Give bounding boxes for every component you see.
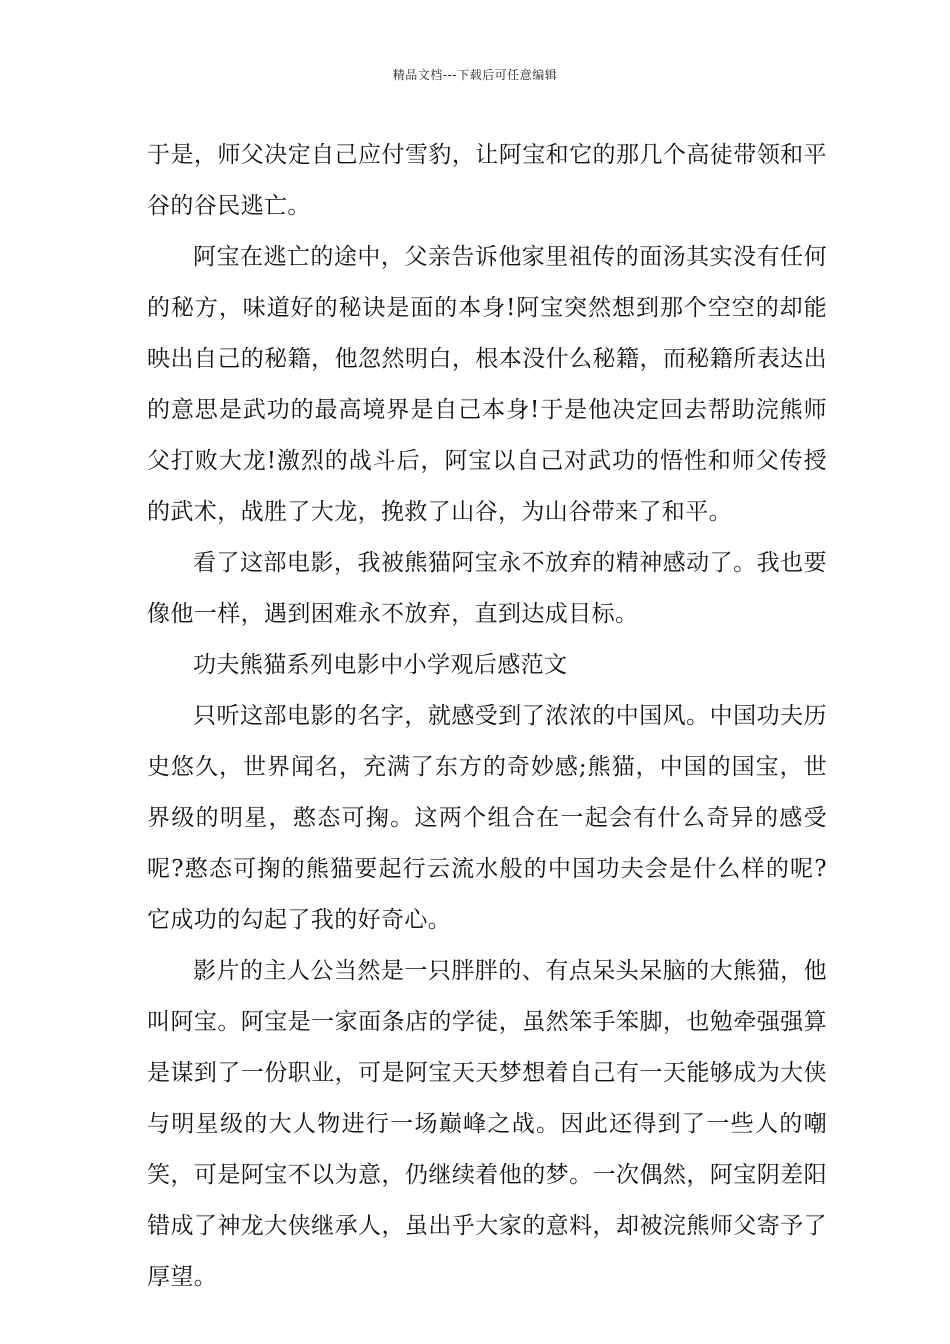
paragraph: 影片的主人公当然是一只胖胖的、有点呆头呆脑的大熊猫，他叫阿宝。阿宝是一家面条店的学徒，虽然笨手笨脚，也勉牵强强算是谋到了一份职业，可是阿宝天天梦想着自己有一天能够成为大侠与明星级的大人物进行一场巅峰之战。因此还得到了一些人的嘲笑，可是阿宝不以为意，仍继续着他的梦。一次偶然，阿宝阴差阳错成了神龙大侠继承人，虽出乎大家的意料，却被浣熊师父寄予了厚望。 [147, 958, 827, 1290]
document-body [147, 130, 827, 1303]
paragraph: 阿宝在逃亡的途中，父亲告诉他家里祖传的面汤其实没有任何的秘方，味道好的秘诀是面的本身!阿宝突然想到那个空空的却能映出自己的秘籍，他忽然明白，根本没什么秘籍，而秘籍所表达出的意思是武功的最高境界是自己本身!于是他决定回去帮助浣熊师父打败大龙!激烈的战斗后，阿宝以自己对武功的悟性和师父传授的武术，战胜了大龙，挽救了山谷，为山谷带来了和平。 [147, 244, 827, 525]
paragraph: 看了这部电影，我被熊猫阿宝永不放弃的精神感动了。我也要像他一样，遇到困难永不放弃，直到达成目标。 [147, 550, 827, 627]
paragraph: 只听这部电影的名字，就感受到了浓浓的中国风。中国功夫历史悠久，世界闻名，充满了东方的奇妙感;熊猫，中国的国宝，世界级的明星，憨态可掬。这两个组合在一起会有什么奇异的感受呢?憨态可掬的熊猫要起行云流水般的中国功夫会是什么样的呢?它成功的勾起了我的好奇心。 [147, 703, 827, 933]
paragraph: 于是，师父决定自己应付雪豹，让阿宝和它的那几个高徒带领和平谷的谷民逃亡。 [147, 142, 827, 219]
page-header: 精品文档---下载后可任意编辑 [392, 68, 558, 82]
section-heading: 功夫熊猫系列电影中小学观后感范文 [193, 652, 568, 678]
